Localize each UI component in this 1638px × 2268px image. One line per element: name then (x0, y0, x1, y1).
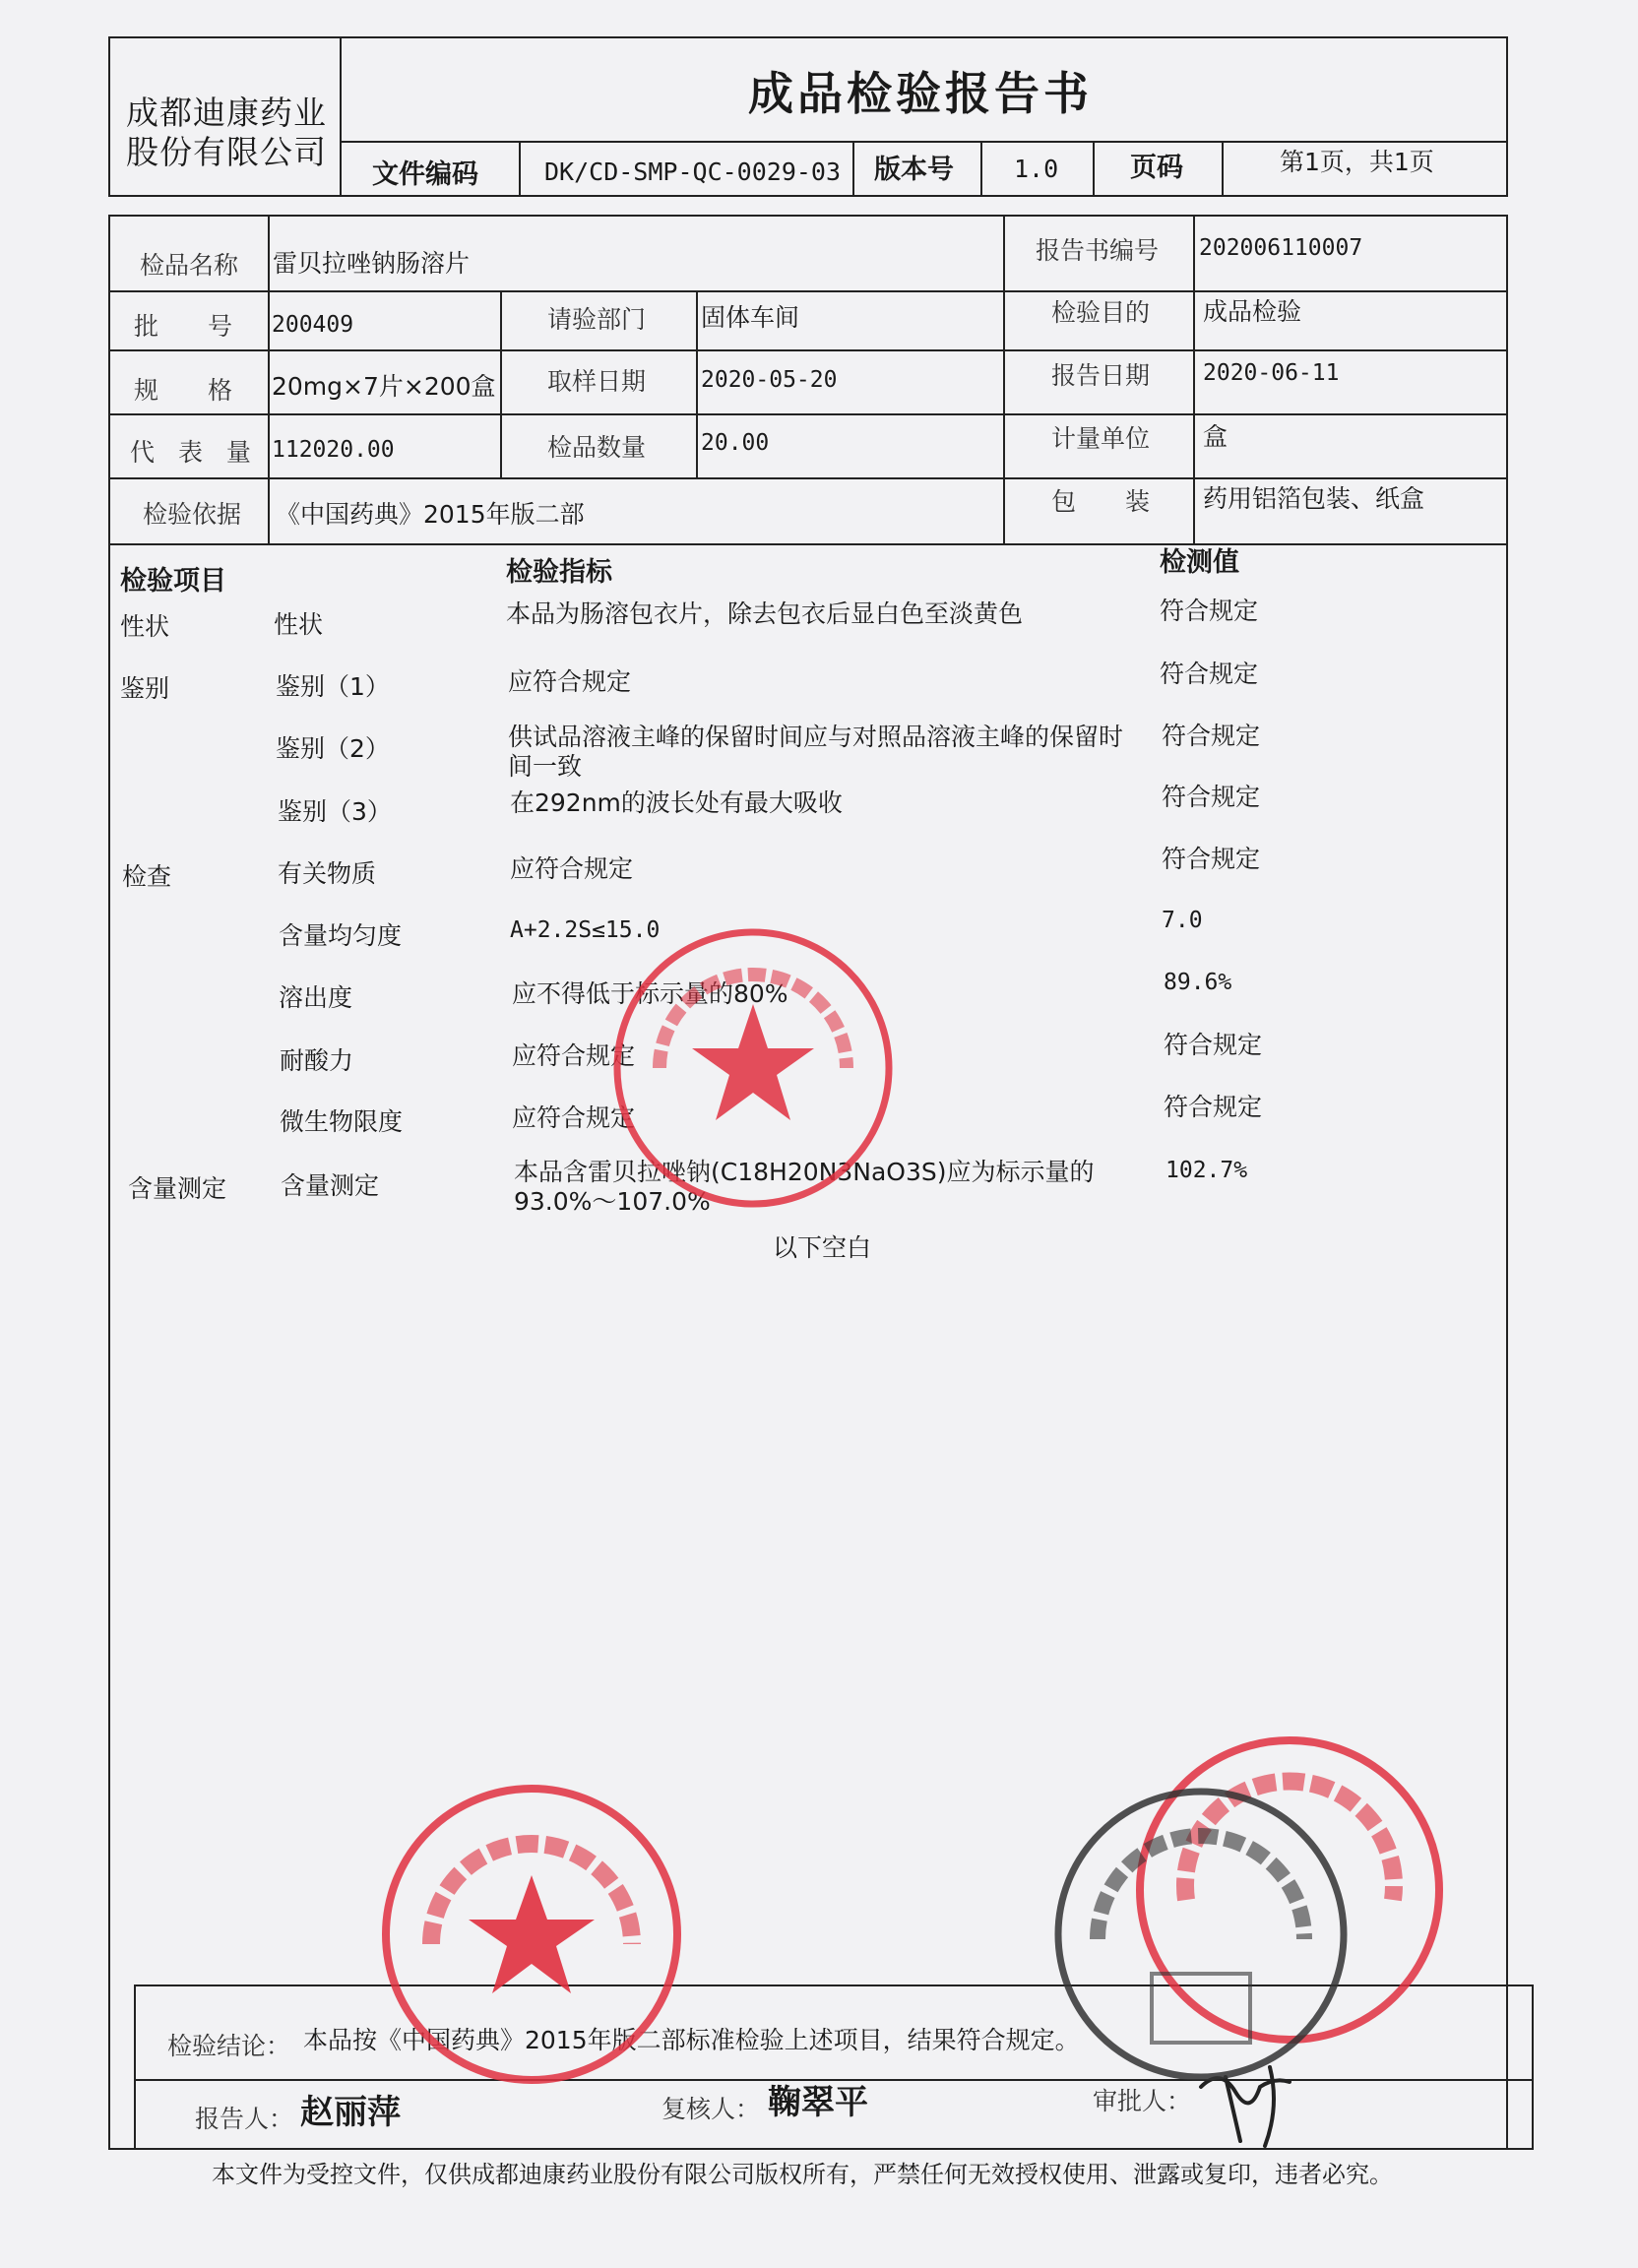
header-divider (980, 141, 982, 197)
test-result: 符合规定 (1164, 1031, 1263, 1059)
batch-value: 200409 (272, 312, 354, 338)
test-result: 符合规定 (1160, 660, 1259, 688)
sample-qty-label: 检品数量 (547, 433, 647, 462)
test-item: 溶出度 (279, 983, 353, 1012)
test-result: 符合规定 (1164, 1093, 1263, 1121)
packaging-label: 包 装 (1051, 487, 1151, 516)
footer-note: 本文件为受控文件，仅供成都迪康药业股份有限公司版权所有，严禁任何无效授权使用、泄露或复印，违者必究。 (212, 2161, 1393, 2188)
test-item: 鉴别（3） (278, 797, 392, 826)
test-item: 微生物限度 (280, 1107, 404, 1136)
approver-label: 审批人： (1093, 2087, 1192, 2115)
test-result: 7.0 (1162, 908, 1203, 933)
info-row-line (108, 290, 1508, 292)
reporter-signature: 赵丽萍 (300, 2093, 401, 2132)
test-standard: 应符合规定 (510, 854, 634, 883)
info-row-line (108, 477, 1508, 479)
company-name-line1: 成都迪康药业 (126, 94, 327, 132)
test-result: 符合规定 (1162, 722, 1261, 750)
basis-label: 检验依据 (143, 500, 242, 529)
test-result: 102.7% (1166, 1158, 1248, 1183)
dept-value: 固体车间 (701, 303, 800, 332)
report-date-label: 报告日期 (1051, 361, 1151, 390)
test-result: 符合规定 (1160, 597, 1259, 625)
test-item: 鉴别（2） (276, 734, 390, 763)
report-date-value: 2020-06-11 (1203, 360, 1340, 386)
header-divider (340, 36, 342, 197)
quantity-rep-label: 代 表 量 (130, 438, 259, 467)
product-name-value: 雷贝拉唑钠肠溶片 (273, 249, 471, 278)
test-standard: A+2.2S≤15.0 (510, 917, 661, 943)
header-divider (1222, 141, 1224, 197)
test-result: 符合规定 (1162, 783, 1261, 811)
test-standard: 本品为肠溶包衣片，除去包衣后显白色至淡黄色 (506, 599, 1024, 628)
col-header-standard: 检验指标 (506, 557, 612, 588)
test-standard: 本品含雷贝拉唑钠(C18H20N3NaO3S)应为标示量的93.0%～107.0% (514, 1158, 1095, 1216)
test-item: 性状 (274, 610, 324, 639)
company-name-line2: 股份有限公司 (126, 133, 327, 171)
test-standard: 应不得低于标示量的80% (512, 979, 788, 1008)
page-label: 页码 (1130, 153, 1183, 183)
header-divider (340, 141, 1508, 143)
col-header-item: 检验项目 (120, 566, 226, 597)
quantity-rep-value: 112020.00 (272, 437, 395, 463)
header-divider (1093, 141, 1095, 197)
purpose-value: 成品检验 (1203, 297, 1302, 326)
approval-stamp (1043, 1777, 1358, 2092)
info-col-line (1193, 215, 1195, 543)
sample-qty-value: 20.00 (701, 430, 770, 456)
test-standard: 供试品溶液主峰的保留时间应与对照品溶液主峰的保留时间一致 (508, 723, 1124, 781)
test-standard: 应符合规定 (512, 1041, 636, 1070)
sig-frame-right (1532, 1984, 1534, 2150)
test-standard: 在292nm的波长处有最大吸收 (510, 788, 843, 817)
qa-stamp (605, 920, 901, 1216)
sig-frame-left (134, 1984, 136, 2150)
info-col-line (500, 290, 502, 477)
reviewer-signature: 鞠翠平 (768, 2083, 868, 2122)
sampling-date-label: 取样日期 (547, 367, 647, 396)
version-label: 版本号 (874, 155, 954, 185)
info-col-line (696, 290, 698, 477)
tech-stamp (374, 1777, 689, 2092)
header-divider (852, 141, 854, 197)
conclusion-label: 检验结论： (167, 2032, 291, 2060)
test-item: 含量测定 (281, 1171, 380, 1200)
sampling-date-value: 2020-05-20 (701, 367, 838, 393)
page-value: 第1页，共1页 (1280, 148, 1434, 176)
blank-note: 以下空白 (773, 1233, 872, 1262)
reviewer-label: 复核人： (662, 2095, 761, 2123)
report-no-value: 202006110007 (1199, 235, 1363, 261)
test-category: 检查 (122, 862, 172, 891)
doc-code-label: 文件编码 (372, 159, 478, 190)
info-row-line (108, 413, 1508, 415)
unit-value: 盒 (1203, 422, 1228, 451)
info-col-line (268, 215, 270, 543)
sig-frame-bottom (134, 2148, 1534, 2150)
purpose-label: 检验目的 (1051, 298, 1151, 327)
col-header-result: 检测值 (1160, 547, 1239, 578)
conclusion-text: 本品按《中国药典》2015年版二部标准检验上述项目，结果符合规定。 (303, 2026, 1080, 2054)
doc-code-value: DK/CD-SMP-QC-0029-03 (544, 158, 842, 186)
batch-label: 批 号 (134, 312, 233, 341)
version-value: 1.0 (1014, 155, 1059, 183)
basis-value: 《中国药典》2015年版二部 (276, 500, 585, 529)
report-no-label: 报告书编号 (1036, 236, 1160, 265)
test-item: 含量均匀度 (279, 921, 403, 950)
info-col-line (1003, 215, 1005, 543)
test-category: 鉴别 (120, 674, 170, 703)
test-item: 鉴别（1） (276, 672, 390, 701)
test-item: 耐酸力 (280, 1046, 354, 1075)
test-standard: 应符合规定 (508, 667, 632, 696)
unit-label: 计量单位 (1051, 424, 1151, 453)
test-result: 89.6% (1164, 970, 1232, 995)
spec-value: 20mg×7片×200盒 (272, 372, 496, 401)
header-divider (519, 141, 521, 197)
info-row-line (108, 349, 1508, 351)
spec-label: 规 格 (134, 376, 233, 405)
reporter-label: 报告人： (195, 2105, 294, 2133)
packaging-value: 药用铝箔包装、纸盒 (1203, 484, 1425, 513)
dept-label: 请验部门 (547, 305, 647, 334)
test-result: 符合规定 (1162, 845, 1261, 873)
page-title: 成品检验报告书 (748, 67, 1093, 120)
test-item: 有关物质 (278, 859, 377, 888)
test-category: 性状 (120, 612, 170, 641)
product-name-label: 检品名称 (140, 251, 239, 280)
info-row-line (108, 543, 1508, 545)
test-category: 含量测定 (128, 1174, 227, 1203)
test-standard: 应符合规定 (512, 1103, 636, 1132)
